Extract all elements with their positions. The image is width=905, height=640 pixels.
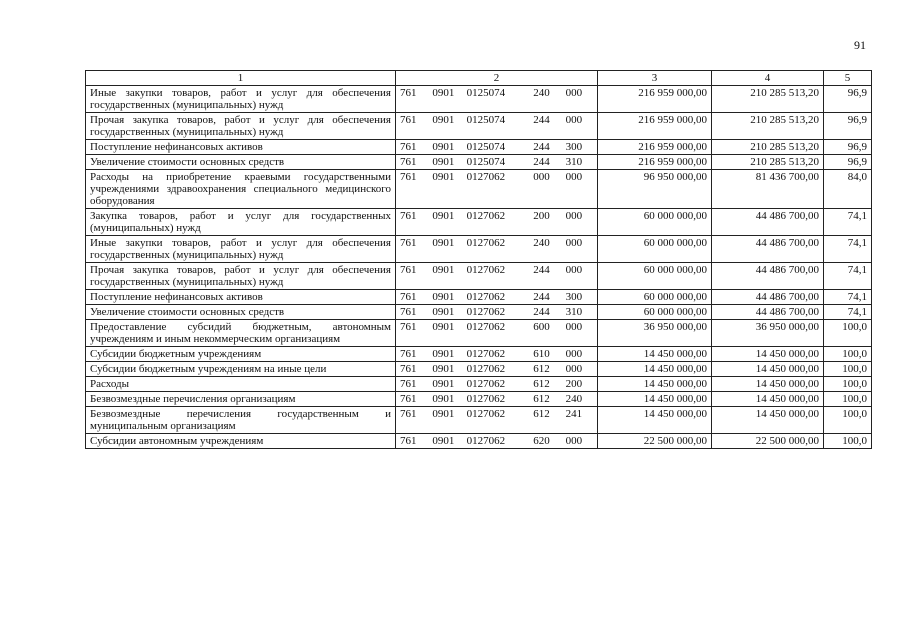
table-row <box>86 377 872 392</box>
expense-type-code: 244 <box>533 264 550 276</box>
row-name: Расходы <box>86 377 396 392</box>
kosgu-code: 300 <box>565 291 583 303</box>
kosgu-code: 000 <box>565 363 583 375</box>
header-cell-code: 2 <box>396 71 598 86</box>
row-name: Субсидии бюджетным учреждениям на иные цели <box>86 362 396 377</box>
admin-code: 761 <box>400 237 417 249</box>
row-name: Иные закупки товаров, работ и услуг для обеспечения государственных (муниципальных) нужд <box>86 86 396 113</box>
row-percent: 100,0 <box>824 377 872 392</box>
expense-type-code: 244 <box>533 156 550 168</box>
section-code: 0901 <box>432 306 455 318</box>
row-percent: 96,9 <box>824 113 872 140</box>
expense-type-code: 612 <box>533 363 550 375</box>
row-budget-code <box>396 155 598 170</box>
row-plan-amount: 96 950 000,00 <box>598 170 712 209</box>
table-body <box>86 86 872 449</box>
expense-type-code: 200 <box>533 210 550 222</box>
target-code: 0127062 <box>466 237 506 249</box>
row-name: Субсидии бюджетным учреждениям <box>86 347 396 362</box>
row-budget-code <box>396 263 598 290</box>
expense-type-code: 000 <box>533 171 550 183</box>
row-percent: 74,1 <box>824 305 872 320</box>
expense-type-code: 240 <box>533 87 550 99</box>
row-percent: 74,1 <box>824 209 872 236</box>
row-fact-amount: 210 285 513,20 <box>712 113 824 140</box>
row-fact-amount: 44 486 700,00 <box>712 305 824 320</box>
section-code: 0901 <box>432 378 455 390</box>
target-code: 0127062 <box>466 321 506 333</box>
row-fact-amount: 210 285 513,20 <box>712 86 824 113</box>
row-fact-amount: 210 285 513,20 <box>712 155 824 170</box>
target-code: 0127062 <box>466 363 506 375</box>
table-row <box>86 290 872 305</box>
row-name: Иные закупки товаров, работ и услуг для обеспечения государственных (муниципальных) нужд <box>86 236 396 263</box>
admin-code: 761 <box>400 141 417 153</box>
row-plan-amount: 60 000 000,00 <box>598 305 712 320</box>
target-code: 0127062 <box>466 210 506 222</box>
row-plan-amount: 14 450 000,00 <box>598 392 712 407</box>
row-budget-code <box>396 377 598 392</box>
row-fact-amount: 210 285 513,20 <box>712 140 824 155</box>
table-row <box>86 236 872 263</box>
section-code: 0901 <box>432 393 455 405</box>
target-code: 0127062 <box>466 408 506 420</box>
row-name: Предоставление субсидий бюджетным, автономным учреждениям и иным некоммерческим организациям <box>86 320 396 347</box>
row-plan-amount: 60 000 000,00 <box>598 290 712 305</box>
row-budget-code <box>396 392 598 407</box>
row-name: Безвозмездные перечисления государственным и муниципальным организациям <box>86 407 396 434</box>
row-budget-code <box>396 362 598 377</box>
kosgu-code: 310 <box>565 306 583 318</box>
table-row <box>86 362 872 377</box>
row-fact-amount: 14 450 000,00 <box>712 347 824 362</box>
table-row <box>86 305 872 320</box>
section-code: 0901 <box>432 291 455 303</box>
row-percent: 100,0 <box>824 407 872 434</box>
admin-code: 761 <box>400 210 417 222</box>
expense-type-code: 244 <box>533 141 550 153</box>
row-fact-amount: 22 500 000,00 <box>712 434 824 449</box>
row-percent: 74,1 <box>824 236 872 263</box>
row-percent: 84,0 <box>824 170 872 209</box>
admin-code: 761 <box>400 171 417 183</box>
row-name: Увеличение стоимости основных средств <box>86 155 396 170</box>
kosgu-code: 240 <box>565 393 583 405</box>
section-code: 0901 <box>432 171 455 183</box>
page-number: 91 <box>854 38 866 52</box>
kosgu-code: 000 <box>565 210 583 222</box>
row-percent: 100,0 <box>824 392 872 407</box>
expense-type-code: 612 <box>533 378 550 390</box>
admin-code: 761 <box>400 306 417 318</box>
row-plan-amount: 22 500 000,00 <box>598 434 712 449</box>
row-fact-amount: 81 436 700,00 <box>712 170 824 209</box>
row-plan-amount: 14 450 000,00 <box>598 362 712 377</box>
row-percent: 96,9 <box>824 155 872 170</box>
table-row <box>86 263 872 290</box>
table-row <box>86 347 872 362</box>
table-row <box>86 113 872 140</box>
target-code: 0125074 <box>466 114 506 126</box>
row-name: Безвозмездные перечисления организациям <box>86 392 396 407</box>
target-code: 0127062 <box>466 306 506 318</box>
row-plan-amount: 216 959 000,00 <box>598 155 712 170</box>
kosgu-code: 000 <box>565 114 583 126</box>
row-percent: 100,0 <box>824 320 872 347</box>
row-name: Поступление нефинансовых активов <box>86 290 396 305</box>
row-budget-code <box>396 86 598 113</box>
target-code: 0127062 <box>466 378 506 390</box>
row-name: Субсидии автономным учреждениям <box>86 434 396 449</box>
row-budget-code <box>396 407 598 434</box>
row-plan-amount: 216 959 000,00 <box>598 113 712 140</box>
section-code: 0901 <box>432 114 455 126</box>
row-fact-amount: 44 486 700,00 <box>712 209 824 236</box>
row-fact-amount: 14 450 000,00 <box>712 362 824 377</box>
row-name: Закупка товаров, работ и услуг для государственных (муниципальных) нужд <box>86 209 396 236</box>
row-fact-amount: 44 486 700,00 <box>712 290 824 305</box>
expense-type-code: 600 <box>533 321 550 333</box>
section-code: 0901 <box>432 435 455 447</box>
header-cell-name: 1 <box>86 71 396 86</box>
row-plan-amount: 60 000 000,00 <box>598 209 712 236</box>
row-percent: 100,0 <box>824 362 872 377</box>
row-budget-code <box>396 347 598 362</box>
target-code: 0127062 <box>466 348 506 360</box>
row-plan-amount: 60 000 000,00 <box>598 236 712 263</box>
admin-code: 761 <box>400 393 417 405</box>
row-budget-code <box>396 320 598 347</box>
target-code: 0127062 <box>466 171 506 183</box>
admin-code: 761 <box>400 363 417 375</box>
target-code: 0125074 <box>466 141 506 153</box>
row-percent: 100,0 <box>824 434 872 449</box>
row-plan-amount: 36 950 000,00 <box>598 320 712 347</box>
row-name: Расходы на приобретение краевыми государственными учреждениями здравоохранения специального медицинского оборудования <box>86 170 396 209</box>
header-row <box>86 71 872 86</box>
section-code: 0901 <box>432 237 455 249</box>
admin-code: 761 <box>400 291 417 303</box>
kosgu-code: 000 <box>565 237 583 249</box>
kosgu-code: 241 <box>565 408 583 420</box>
table-row <box>86 392 872 407</box>
budget-execution-table <box>85 70 872 449</box>
row-name: Прочая закупка товаров, работ и услуг для обеспечения государственных (муниципальных) нужд <box>86 263 396 290</box>
table-row <box>86 140 872 155</box>
section-code: 0901 <box>432 321 455 333</box>
row-percent: 100,0 <box>824 347 872 362</box>
row-percent: 74,1 <box>824 263 872 290</box>
table-row <box>86 86 872 113</box>
table-row <box>86 170 872 209</box>
expense-type-code: 244 <box>533 114 550 126</box>
header-cell-plan: 3 <box>598 71 712 86</box>
target-code: 0127062 <box>466 264 506 276</box>
row-fact-amount: 44 486 700,00 <box>712 236 824 263</box>
row-percent: 96,9 <box>824 140 872 155</box>
admin-code: 761 <box>400 156 417 168</box>
section-code: 0901 <box>432 210 455 222</box>
row-budget-code <box>396 209 598 236</box>
table-row <box>86 155 872 170</box>
kosgu-code: 000 <box>565 321 583 333</box>
target-code: 0125074 <box>466 156 506 168</box>
header-cell-percent: 5 <box>824 71 872 86</box>
section-code: 0901 <box>432 348 455 360</box>
expense-type-code: 240 <box>533 237 550 249</box>
expense-type-code: 244 <box>533 291 550 303</box>
kosgu-code: 000 <box>565 264 583 276</box>
admin-code: 761 <box>400 321 417 333</box>
target-code: 0127062 <box>466 393 506 405</box>
expense-type-code: 612 <box>533 393 550 405</box>
row-plan-amount: 60 000 000,00 <box>598 263 712 290</box>
section-code: 0901 <box>432 363 455 375</box>
row-budget-code <box>396 236 598 263</box>
row-fact-amount: 44 486 700,00 <box>712 263 824 290</box>
row-budget-code <box>396 434 598 449</box>
section-code: 0901 <box>432 264 455 276</box>
row-name: Поступление нефинансовых активов <box>86 140 396 155</box>
row-budget-code <box>396 305 598 320</box>
kosgu-code: 000 <box>565 348 583 360</box>
table-row <box>86 209 872 236</box>
expense-type-code: 620 <box>533 435 550 447</box>
table-row <box>86 434 872 449</box>
expense-type-code: 244 <box>533 306 550 318</box>
row-plan-amount: 14 450 000,00 <box>598 347 712 362</box>
header-cell-fact: 4 <box>712 71 824 86</box>
row-budget-code <box>396 290 598 305</box>
section-code: 0901 <box>432 408 455 420</box>
row-plan-amount: 216 959 000,00 <box>598 86 712 113</box>
kosgu-code: 000 <box>565 171 583 183</box>
admin-code: 761 <box>400 408 417 420</box>
target-code: 0127062 <box>466 435 506 447</box>
admin-code: 761 <box>400 378 417 390</box>
section-code: 0901 <box>432 87 455 99</box>
table-row <box>86 320 872 347</box>
admin-code: 761 <box>400 114 417 126</box>
admin-code: 761 <box>400 435 417 447</box>
target-code: 0125074 <box>466 87 506 99</box>
row-budget-code <box>396 170 598 209</box>
admin-code: 761 <box>400 264 417 276</box>
expense-type-code: 612 <box>533 408 550 420</box>
row-budget-code <box>396 140 598 155</box>
row-fact-amount: 14 450 000,00 <box>712 392 824 407</box>
row-plan-amount: 216 959 000,00 <box>598 140 712 155</box>
row-name: Прочая закупка товаров, работ и услуг для обеспечения государственных (муниципальных) нужд <box>86 113 396 140</box>
row-percent: 96,9 <box>824 86 872 113</box>
section-code: 0901 <box>432 156 455 168</box>
row-name: Увеличение стоимости основных средств <box>86 305 396 320</box>
kosgu-code: 000 <box>565 87 583 99</box>
row-percent: 74,1 <box>824 290 872 305</box>
row-fact-amount: 14 450 000,00 <box>712 407 824 434</box>
kosgu-code: 310 <box>565 156 583 168</box>
kosgu-code: 300 <box>565 141 583 153</box>
row-budget-code <box>396 113 598 140</box>
admin-code: 761 <box>400 87 417 99</box>
expense-type-code: 610 <box>533 348 550 360</box>
row-fact-amount: 36 950 000,00 <box>712 320 824 347</box>
kosgu-code: 200 <box>565 378 583 390</box>
kosgu-code: 000 <box>565 435 583 447</box>
target-code: 0127062 <box>466 291 506 303</box>
table-row <box>86 407 872 434</box>
row-fact-amount: 14 450 000,00 <box>712 377 824 392</box>
row-plan-amount: 14 450 000,00 <box>598 377 712 392</box>
section-code: 0901 <box>432 141 455 153</box>
row-plan-amount: 14 450 000,00 <box>598 407 712 434</box>
admin-code: 761 <box>400 348 417 360</box>
